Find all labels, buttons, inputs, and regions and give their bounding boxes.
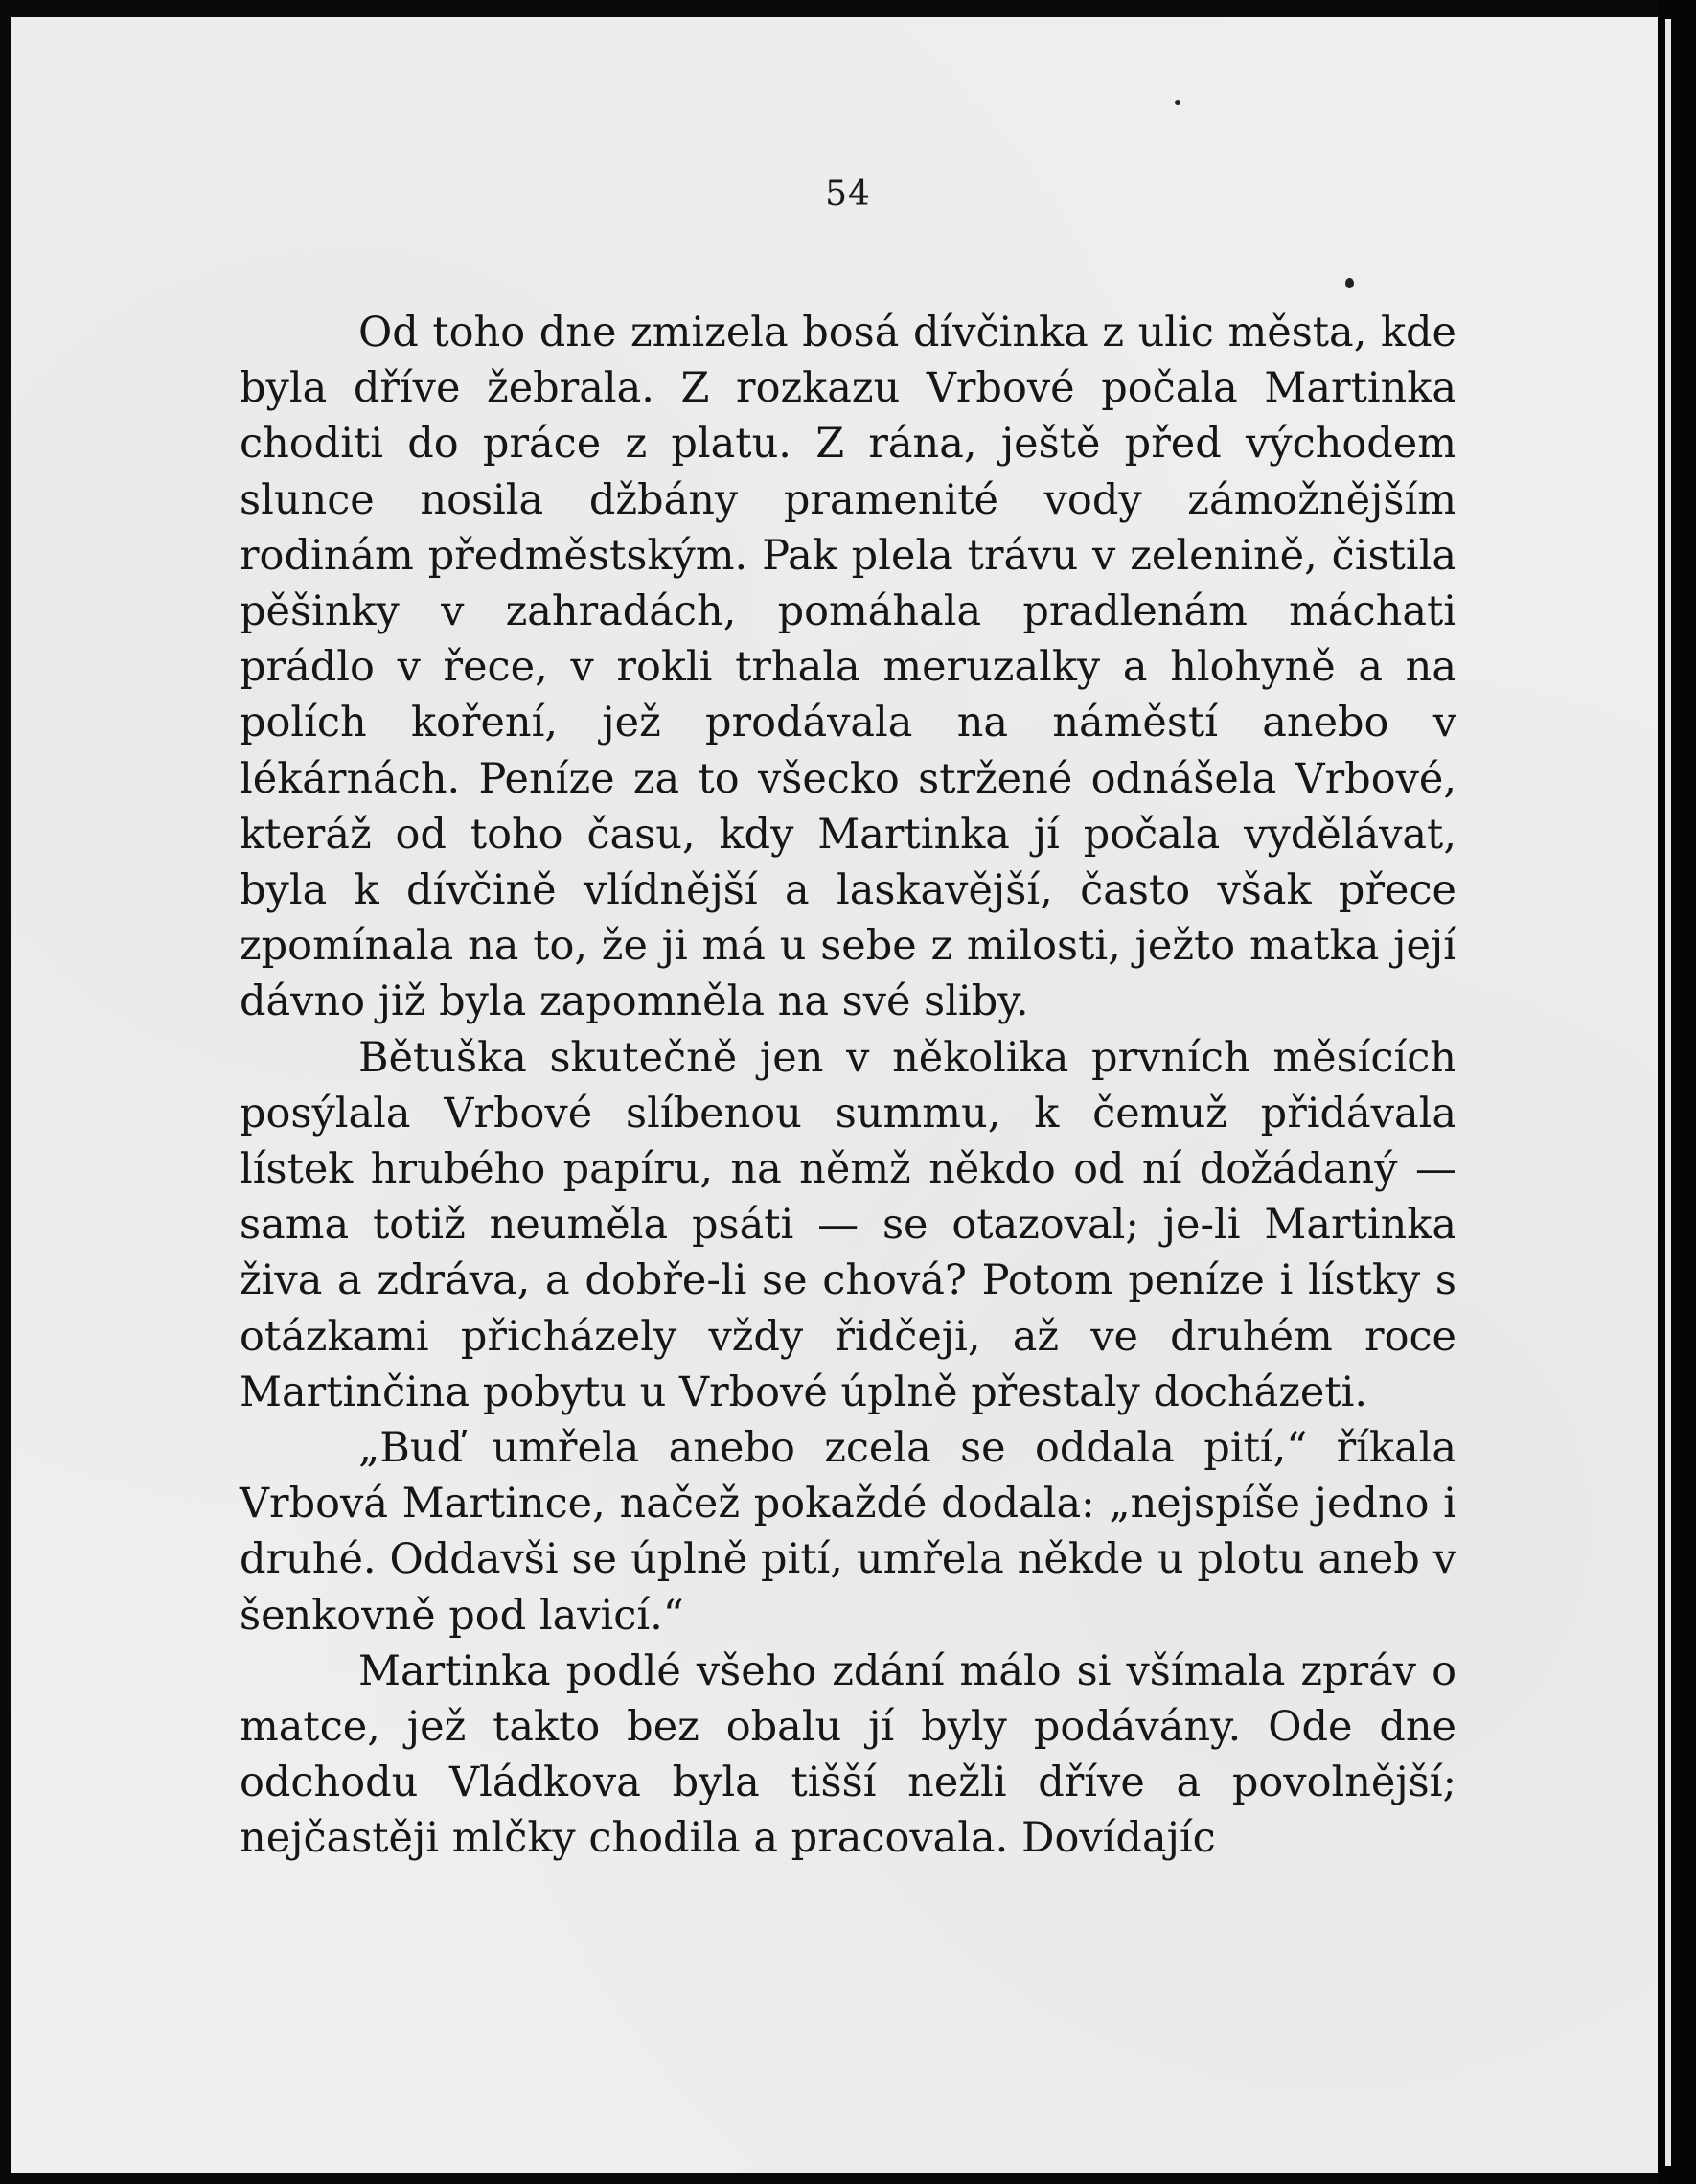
page-number: 54	[825, 174, 871, 214]
paragraph: Bětuška skutečně jen v několika prvních měsících posýlala Vrbové slíbenou summu, k čemuž přidávala lístek hrubého papíru, na němž někdo od ní dožádaný — sama totiž neuměla psáti — se otazoval; je-li Martinka živa a zdráva, a dobře-li se chová? Potom peníze i lístky s otázkami přicházely vždy řidčeji, až ve druhém roce Martinčina pobytu u Vrbové úplně přestaly docházeti.	[240, 1033, 1456, 1416]
body-text	[240, 305, 1456, 1867]
paragraph: Martinka podlé všeho zdání málo si všímala zpráv o matce, jež takto bez obalu jí byly podávány. Ode dne odchodu Vládkova byla tišší nežli dříve a povolnější; nejčastěji mlčky chodila a pracovala. Dovídajíc	[240, 1646, 1456, 1863]
ink-speck	[1345, 278, 1354, 288]
paragraph: „Buď umřela anebo zcela se oddala pití,“ říkala Vrbová Martince, načež pokaždé dodala: „nejspíše jedno i druhé. Oddavši se úplně pití, umřela někde u plotu aneb v šenkovně pod lavicí.“	[240, 1424, 1456, 1640]
paragraph: Od toho dne zmizela bosá dívčinka z ulic města, kde byla dříve žebrala. Z rozkazu Vrbové počala Martinka choditi do práce z platu. Z rána, ještě před východem slunce nosila džbány pramenité vody zámožnějším rodinám předměstským. Pak plela trávu v zelenině, čistila pěšinky v zahradách, pomáhala pradlenám máchati prádlo v řece, v rokli trhala meruzalky a hlohyně a na polích koření, jež prodávala na náměstí anebo v lékárnách. Peníze za to všecko stržené odnášela Vrbové, kteráž od toho času, kdy Martinka jí počala vydělávat, byla k dívčině vlídnější a laskavější, často však přece zpomínala na to, že ji má u sebe z milosti, ježto matka její dávno již byla zapomněla na své sliby.	[240, 309, 1456, 1026]
page-edge-shadow	[1658, 0, 1696, 2184]
ink-speck	[1175, 100, 1180, 105]
